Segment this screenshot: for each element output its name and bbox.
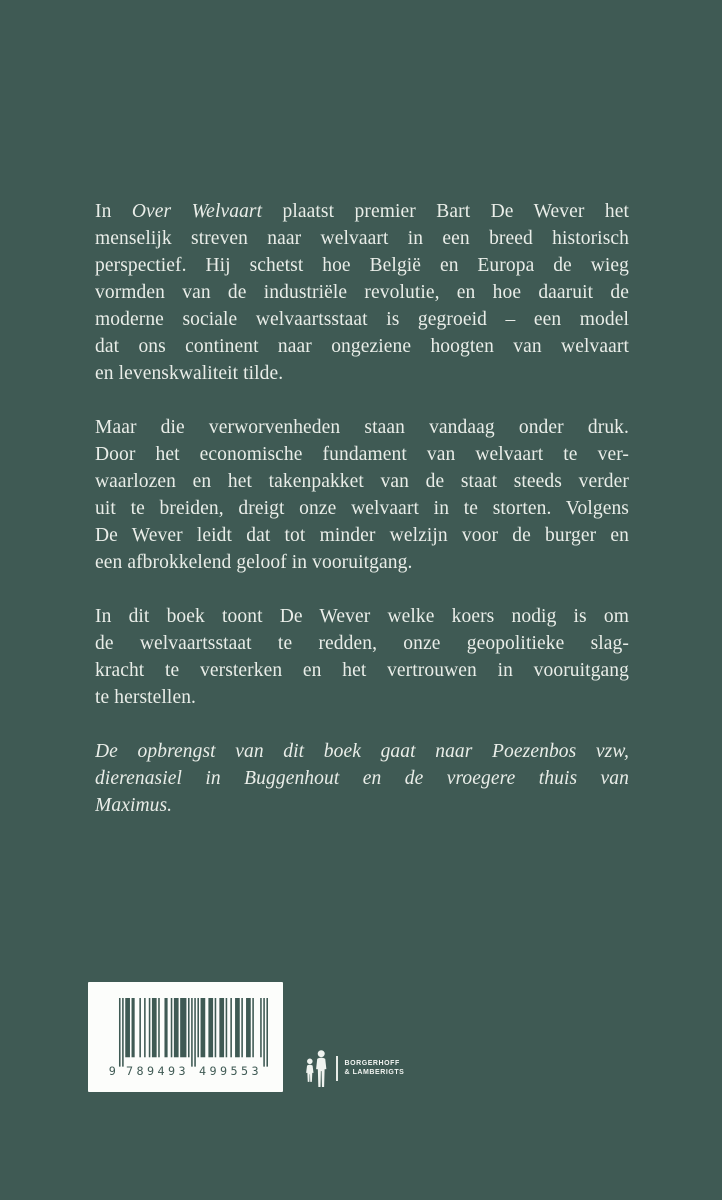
blurb-line [95,198,629,225]
person-small-silhouette [306,1059,313,1082]
blurb-line: menselijk streven naar welvaart in een breed historisch [95,228,629,249]
two-people-icon [303,1050,330,1087]
blurb-line: waarlozen en het takenpakket van de staat steeds verder [95,471,629,492]
isbn-barcode-panel [88,982,283,1092]
blurb-line: moderne sociale welvaartsstaat is gegroeid – een model [95,309,629,330]
blurb-paragraph-1 [95,198,629,387]
blurb-line: De Wever leidt dat tot minder welzijn voor de burger en [95,525,629,546]
blurb-line: een afbrokkelend geloof in vooruitgang. [95,552,413,573]
barcode-bars [119,998,268,1067]
blurb-line: perspectief. Hij schetst hoe België en Europa de wieg [95,255,629,276]
blurb-paragraph-2 [95,414,629,576]
blurb-line: dierenasiel in Buggenhout en de vroegere thuis van [95,768,629,789]
barcode-digit-first: 9 [108,1064,116,1076]
publisher-logo [303,1050,404,1087]
blurb-text: plaatst premier Bart De Wever het [282,201,629,222]
blurb-line: de welvaartsstaat te redden, onze geopolitieke slag- [95,633,629,654]
publisher-name-line1: BORGERHOFF [344,1060,400,1067]
logo-divider [336,1056,338,1081]
blurb-line: Maar die verworvenheden staan vandaag onder druk. [95,417,629,438]
blurb-line: Door het economische fundament van welvaart te ver- [95,444,629,465]
publisher-name-line2: & LAMBERIGTS [344,1068,405,1076]
blurb-line: In dit boek toont De Wever welke koers nodig is om [95,606,629,627]
blurb-paragraph-3 [95,603,629,711]
blurb-line: uit te breiden, dreigt onze welvaart in te storten. Volgens [95,498,629,519]
barcode-digits-right: 499553 [198,1064,259,1076]
blurb-line: en levenskwaliteit tilde. [95,363,284,384]
isbn-barcode [108,998,268,1076]
publisher-name [345,1060,405,1077]
blurb-line: De opbrengst van dit boek gaat naar Poezenbos vzw, [95,741,629,762]
book-title-italic: Over Welvaart [131,201,263,222]
barcode-digits-left: 789493 [126,1064,186,1076]
blurb-paragraph-donation [95,738,629,819]
blurb [95,198,629,846]
blurb-line: dat ons continent naar ongeziene hoogten van welvaart [95,336,629,357]
person-tall-silhouette [316,1050,326,1087]
blurb-line: te herstellen. [95,687,197,708]
blurb-line: Maximus. [95,795,173,816]
blurb-text: In [95,201,112,222]
blurb-line: kracht te versterken en het vertrouwen in vooruitgang [95,660,629,681]
blurb-line: vormden van de industriële revolutie, en hoe daaruit de [95,282,629,303]
